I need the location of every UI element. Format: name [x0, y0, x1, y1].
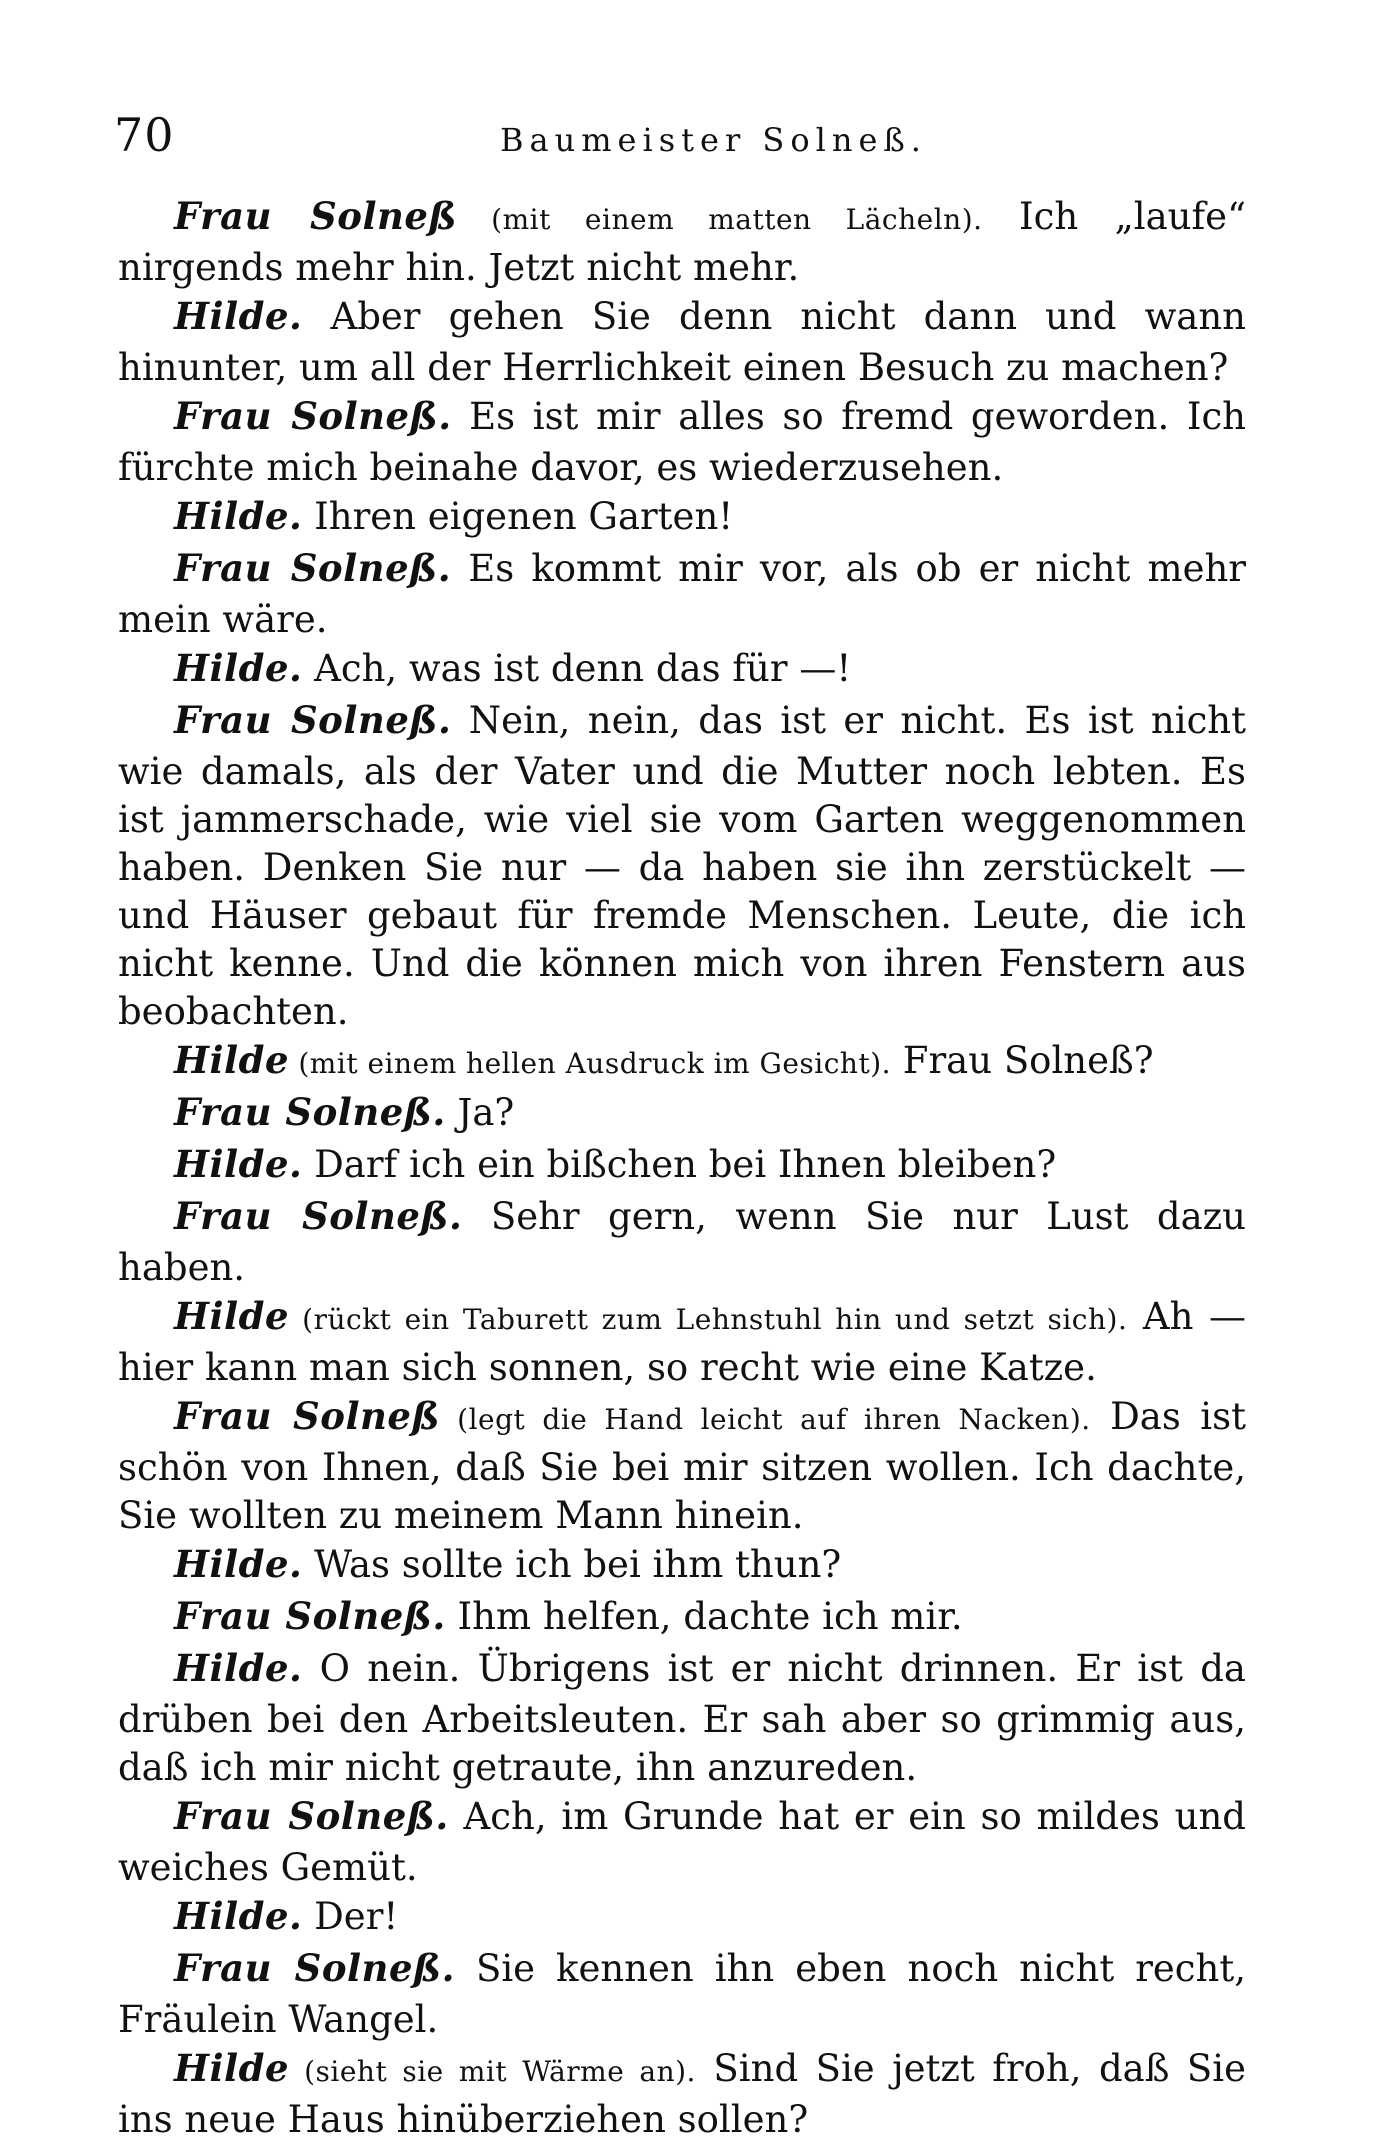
speech-text: Frau Solneß? — [891, 1039, 1154, 1082]
speech — [118, 544, 1246, 644]
stage-direction: (mit einem matten Lächeln). — [457, 203, 983, 236]
speech — [118, 2044, 1246, 2144]
speaker-name: Hilde. — [174, 494, 303, 538]
stage-direction: (rückt ein Taburett zum Lehnstuhl hin und setzt sich). — [288, 1303, 1128, 1336]
speaker-name: Frau Solneß. — [174, 1594, 446, 1638]
speaker-name: Hilde — [174, 1038, 289, 1082]
speech-text: Sie kennen ihn eben noch nicht recht, Fräulein Wangel. — [118, 1947, 1246, 2041]
speech — [118, 1036, 1246, 1088]
speech-text: Sind Sie jetzt froh, daß Sie ins neue Haus hinüberziehen sollen? — [118, 2047, 1246, 2141]
speaker-name: Hilde. — [174, 1646, 303, 1690]
speech-text: Es ist mir alles so fremd geworden. Ich fürchte mich beinahe davor, es wiederzusehen. — [118, 395, 1246, 489]
speech — [118, 492, 1246, 544]
speaker-name: Frau Solneß. — [174, 1090, 446, 1134]
speech — [118, 1192, 1246, 1292]
dialogue-text — [118, 192, 1246, 2144]
stage-direction: (sieht sie mit Wärme an). — [288, 2055, 696, 2088]
speaker-name: Frau Solneß. — [174, 1946, 455, 1990]
speech-text: Ihm helfen, dachte ich mir. — [445, 1595, 963, 1638]
speaker-name: Frau Solneß. — [174, 394, 452, 438]
page-number: 70 — [114, 108, 175, 162]
speech — [118, 1592, 1246, 1644]
speaker-name: Hilde. — [174, 646, 303, 690]
speech — [118, 1140, 1246, 1192]
speech-text: Der! — [302, 1895, 399, 1938]
speech-text: Nein, nein, das ist er nicht. Es ist nicht wie damals, als der Vater und die Mutter noch lebten. Es ist jammerschade, wie viel sie vom Garten weggenommen haben. Denken Sie nur — da haben sie ihn zerstückelt — und Häuser gebaut für fremde Menschen. Leute, die ich nicht kenne. Und die können mich von ihren Fenstern aus beobachten. — [118, 699, 1246, 1033]
speaker-name: Frau Solneß. — [174, 1794, 449, 1838]
speech — [118, 696, 1246, 1036]
speaker-name: Hilde. — [174, 1142, 303, 1186]
speech — [118, 1392, 1246, 1540]
speaker-name: Hilde — [174, 2046, 289, 2090]
speech-text: O nein. Übrigens ist er nicht drinnen. Er ist da drüben bei den Arbeitsleuten. Er sah aber so grimmig aus, daß ich mir nicht getraute, ihn anzureden. — [118, 1647, 1246, 1789]
speech — [118, 1792, 1246, 1892]
speech-text: Ach, im Grunde hat er ein so mildes und weiches Gemüt. — [118, 1795, 1246, 1889]
speaker-name: Hilde. — [174, 1542, 303, 1586]
speech-text: Darf ich ein bißchen bei Ihnen bleiben? — [302, 1143, 1057, 1186]
stage-direction: (mit einem hellen Ausdruck im Gesicht). — [288, 1047, 892, 1080]
speech-text: Was sollte ich bei ihm thun? — [302, 1543, 842, 1586]
speaker-name: Frau Solneß. — [174, 546, 452, 590]
speaker-name: Frau Solneß — [174, 1394, 441, 1438]
speech-text: Sehr gern, wenn Sie nur Lust dazu haben. — [118, 1195, 1246, 1289]
running-head: Baumeister Solneß. — [500, 121, 927, 159]
speaker-name: Frau Solneß. — [174, 1194, 463, 1238]
speech — [118, 1644, 1246, 1792]
speech — [118, 192, 1246, 292]
speaker-name: Hilde — [174, 1294, 289, 1338]
speech-text: Ja? — [445, 1091, 515, 1134]
speech-text: Ich „laufe“ nirgends mehr hin. Jetzt nicht mehr. — [118, 195, 1246, 289]
speech-text: Ach, was ist denn das für —! — [302, 647, 852, 690]
speech — [118, 1944, 1246, 2044]
speaker-name: Hilde. — [174, 1894, 303, 1938]
speech-text: Ah — hier kann man sich sonnen, so recht wie eine Katze. — [118, 1295, 1247, 1389]
speech — [118, 1892, 1246, 1944]
speech — [118, 644, 1246, 696]
speech-text: Das ist schön von Ihnen, daß Sie bei mir sitzen wollen. Ich dachte, Sie wollten zu meinem Mann hinein. — [118, 1395, 1246, 1537]
speaker-name: Frau Solneß. — [174, 698, 452, 742]
speech — [118, 1540, 1246, 1592]
speech-text: Ihren eigenen Garten! — [302, 495, 734, 538]
speech-text: Es kommt mir vor, als ob er nicht mehr mein wäre. — [118, 547, 1246, 641]
speaker-name: Frau Solneß — [174, 194, 458, 238]
speaker-name: Hilde. — [174, 294, 303, 338]
speech — [118, 1292, 1246, 1392]
speech — [118, 392, 1246, 492]
speech-text: Aber gehen Sie denn nicht dann und wann hinunter, um all der Herrlichkeit einen Besuch zu machen? — [118, 295, 1246, 389]
speech — [118, 1088, 1246, 1140]
stage-direction: (legt die Hand leicht auf ihren Nacken). — [440, 1403, 1091, 1436]
speech — [118, 292, 1246, 392]
